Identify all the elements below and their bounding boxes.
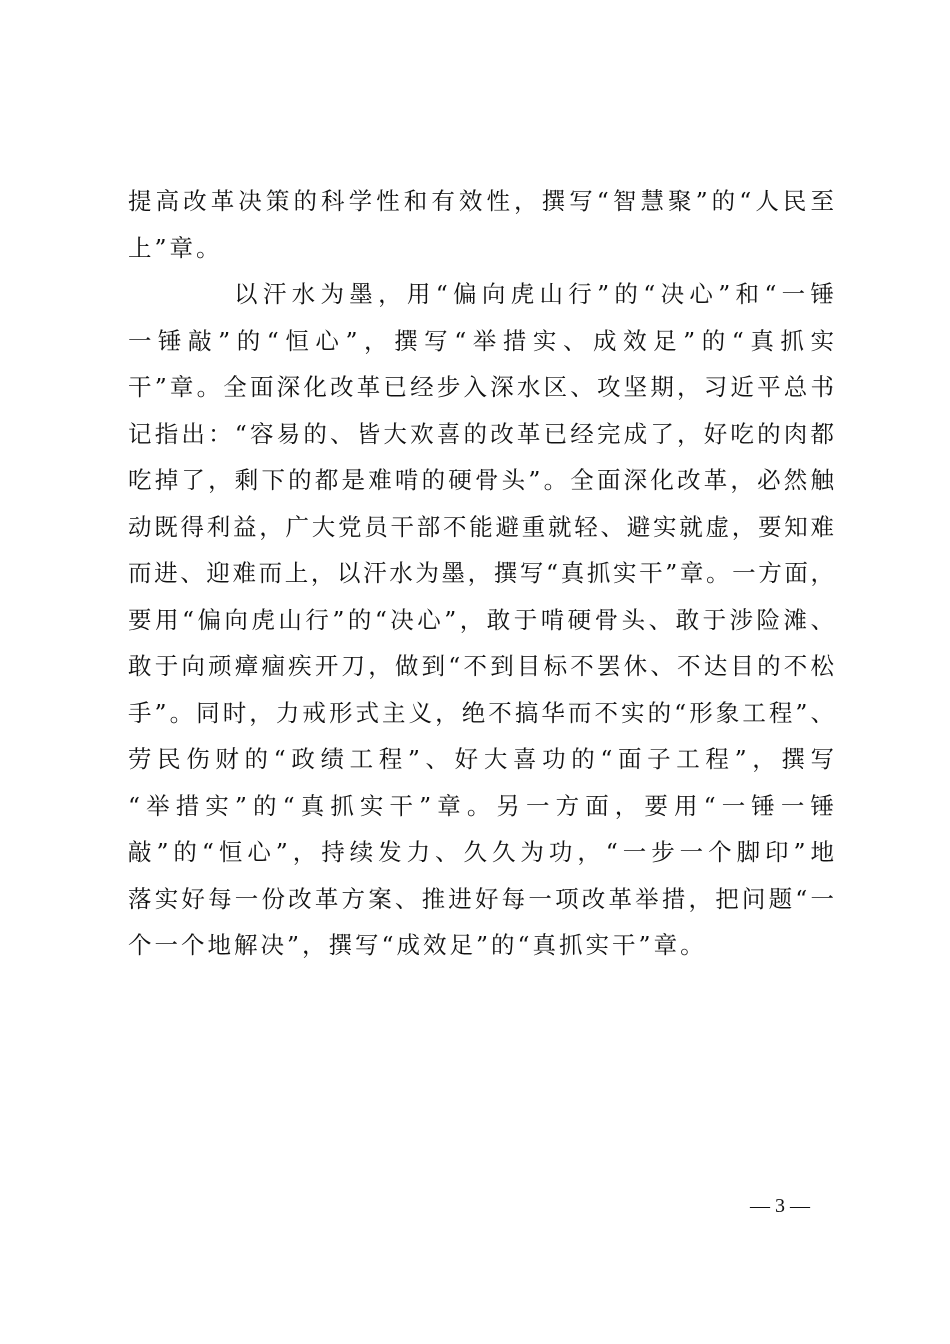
body-text xyxy=(128,178,834,969)
text-line: 劳民伤财的“政绩工程”、好大喜功的“面子工程”，撰写 xyxy=(128,745,834,773)
text-line: “举措实”的“真抓实干”章。另一方面，要用“一锤一锤 xyxy=(128,791,834,820)
text-line: 干”章。全面深化改革已经步入深水区、攻坚期，习近平总书 xyxy=(128,373,834,401)
page-number: — 3 — xyxy=(750,1195,810,1217)
text-line: 提高改革决策的科学性和有效性，撰写“智慧聚”的“人民至 xyxy=(128,187,834,215)
text-line: 而进、迎难而上，以汗水为墨，撰写“真抓实干”章。一方面， xyxy=(128,559,834,587)
text-line: 个一个地解决”，撰写“成效足”的“真抓实干”章。 xyxy=(128,931,707,959)
paragraph-first-line: 以汗水为墨，用“偏向虎山行”的“决心”和“一锤 xyxy=(234,280,834,308)
text-line: 落实好每一份改革方案、推进好每一项改革举措，把问题“一 xyxy=(128,884,834,913)
text-line: 手”。同时，力戒形式主义，绝不搞华而不实的“形象工程”、 xyxy=(128,698,834,727)
text-line: 一锤敲”的“恒心”，撰写“举措实、成效足”的“真抓实 xyxy=(128,326,834,355)
text-line: 动既得利益，广大党员干部不能避重就轻、避实就虚，要知难 xyxy=(128,512,834,541)
text-line: 吃掉了，剩下的都是难啃的硬骨头”。全面深化改革，必然触 xyxy=(128,466,834,494)
text-line: 敢于向顽瘴痼疾开刀，做到“不到目标不罢休、不达目的不松 xyxy=(128,652,834,680)
text-line: 要用“偏向虎山行”的“决心”，敢于啃硬骨头、敢于涉险滩、 xyxy=(128,605,834,634)
text-line: 上”章。 xyxy=(128,233,223,262)
text-line: 敲”的“恒心”，持续发力、久久为功，“一步一个脚印”地 xyxy=(128,838,834,866)
text-line: 记指出：“容易的、皆大欢喜的改革已经完成了，好吃的肉都 xyxy=(128,419,834,448)
